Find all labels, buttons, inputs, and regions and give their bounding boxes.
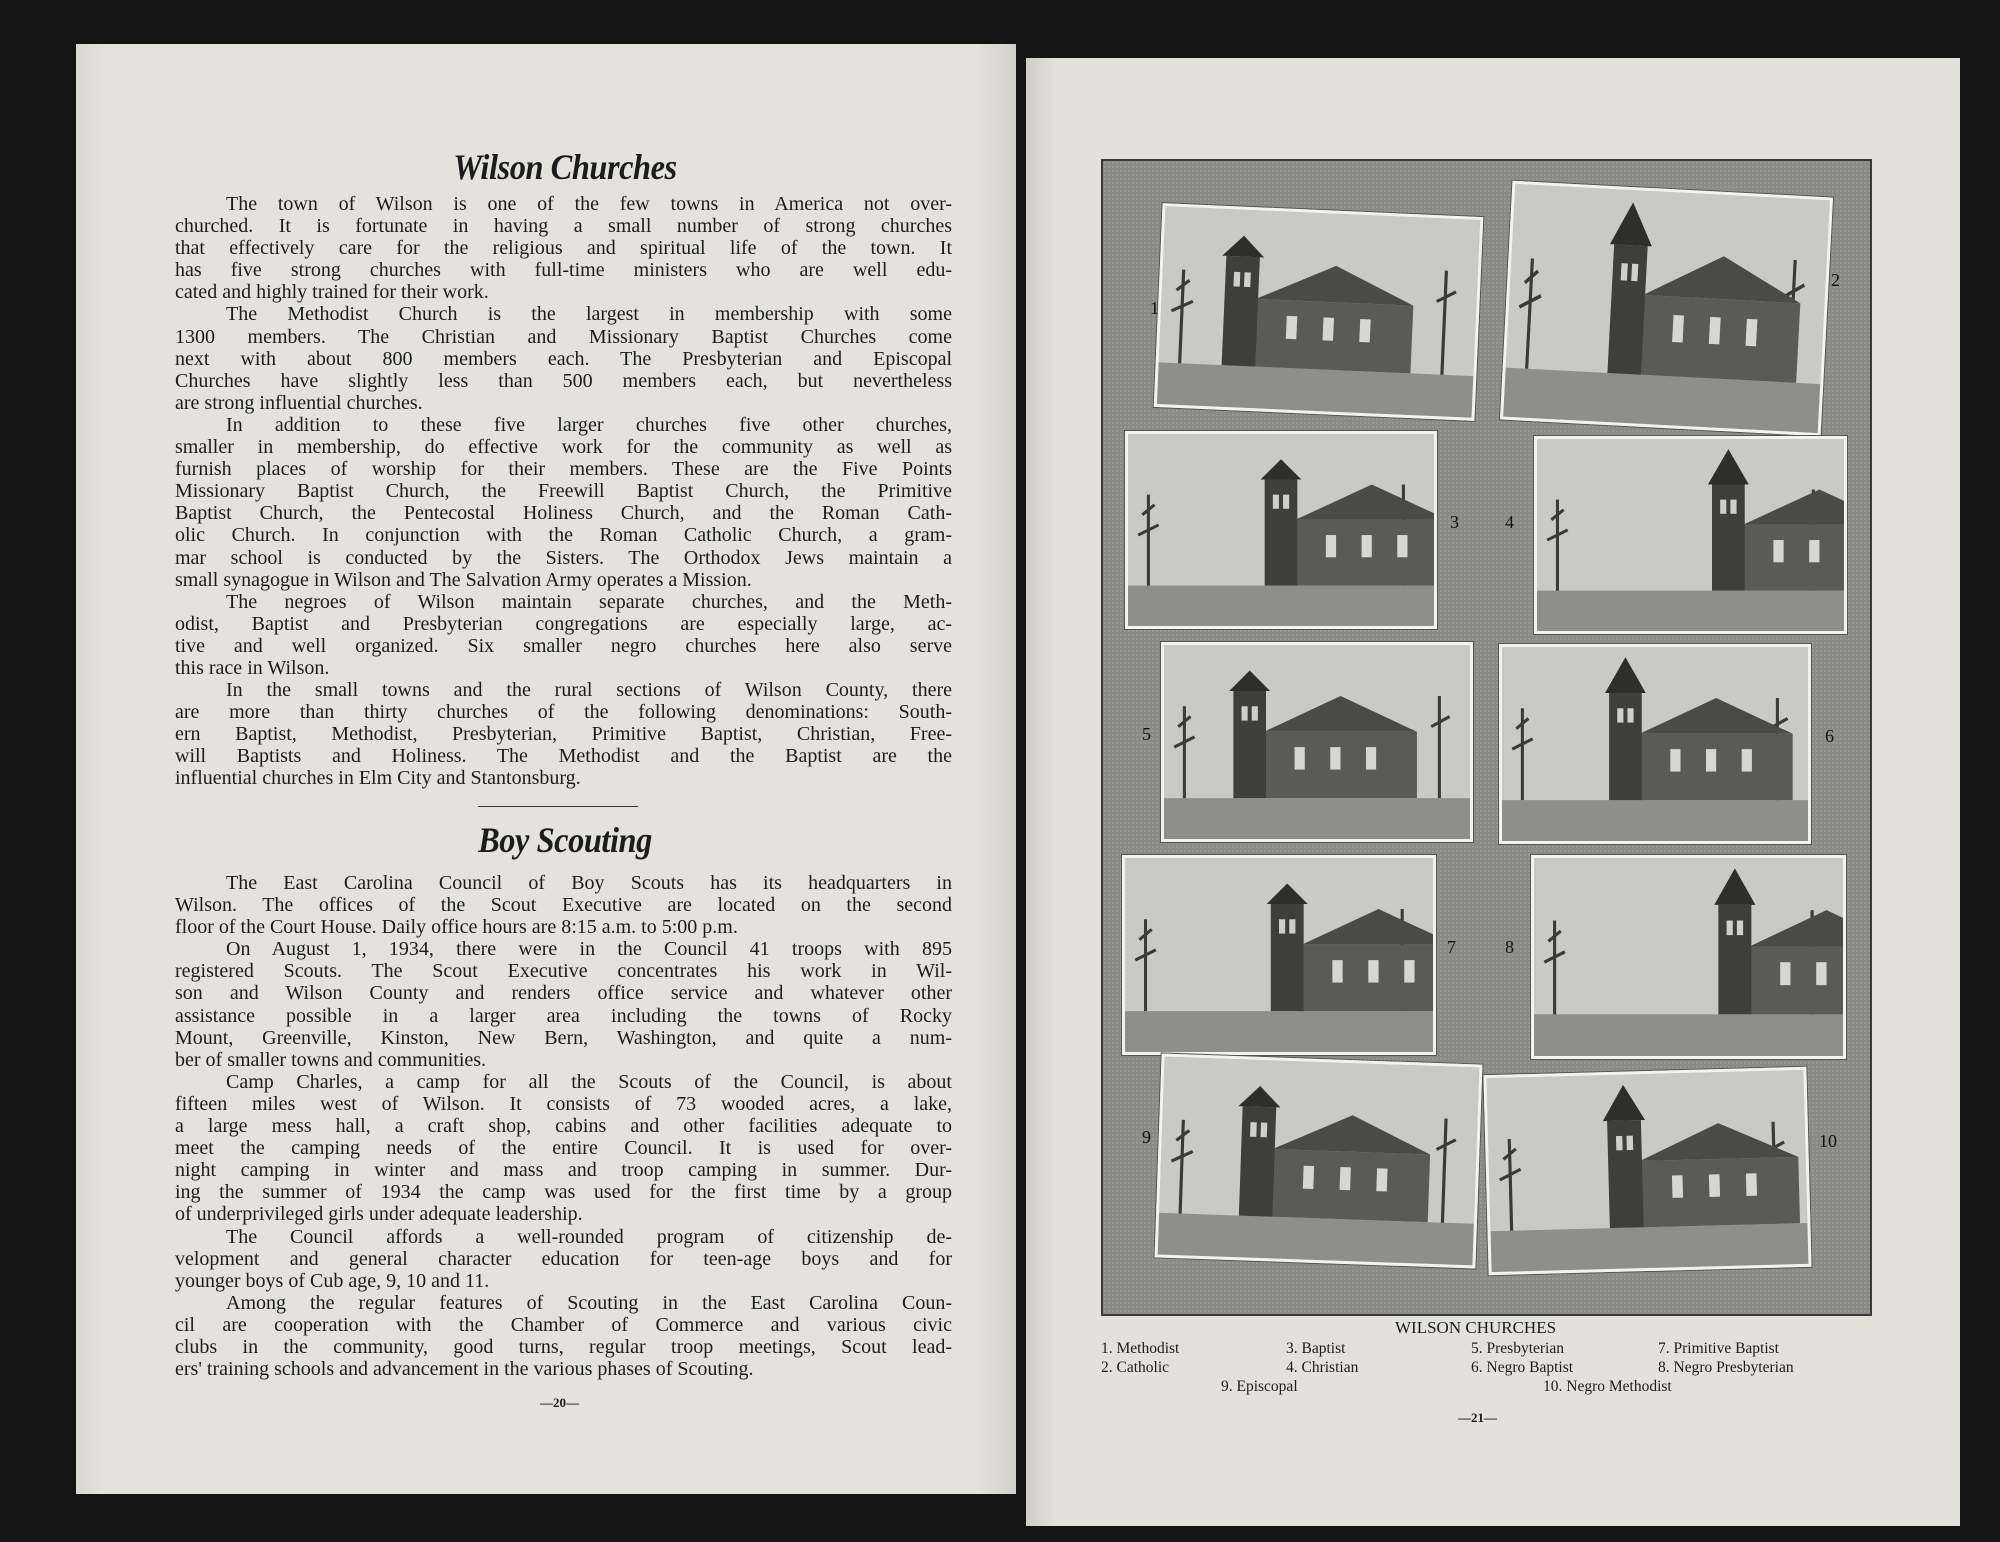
scouting-article (175, 872, 952, 1380)
text-line: Wilson. The offices of the Scout Executive are located on the second (175, 894, 952, 917)
text-line: ern Baptist, Methodist, Presbyterian, Primitive Baptist, Christian, Free- (175, 723, 952, 746)
legend-item: 3. Baptist (1286, 1340, 1346, 1357)
church-photo-6 (1499, 644, 1811, 844)
church-photo-1 (1154, 203, 1484, 421)
text-line: fifteen miles west of Wilson. It consists of 73 wooded acres, a lake, (175, 1092, 952, 1115)
text-line: smaller in membership, do effective work for the community as well as (175, 436, 952, 459)
text-line: a large mess hall, a craft shop, cabins and other facilities adequate to (175, 1115, 952, 1138)
legend-item: 4. Christian (1286, 1359, 1359, 1376)
legend-item: 5. Presbyterian (1471, 1340, 1564, 1357)
photo-number-label: 4 (1505, 512, 1514, 532)
photo-number-label: 8 (1505, 937, 1514, 957)
legend-item: 1. Methodist (1101, 1340, 1180, 1357)
church-photo-10 (1483, 1067, 1811, 1275)
text-line: The negroes of Wilson maintain separate churches, and the Meth- (226, 590, 952, 613)
text-line: Missionary Baptist Church, the Freewill Baptist Church, the Primitive (175, 480, 952, 503)
text-line: will Baptists and Holiness. The Methodist and the Baptist are the (175, 745, 952, 768)
photo-number-label: 9 (1142, 1127, 1151, 1147)
wilson-churches-heading: Wilson Churches (453, 147, 677, 187)
text-line: In the small towns and the rural sections of Wilson County, there (226, 679, 952, 702)
text-line: furnish places of worship for their members. These are the Five Points (175, 458, 952, 481)
text-line: cil are cooperation with the Chamber of Commerce and various civic (175, 1313, 952, 1336)
text-line: cated and highly trained for their work. (175, 281, 489, 304)
text-line: next with about 800 members each. The Presbyterian and Episcopal (175, 347, 952, 370)
text-line: ers' training schools and advancement in the various phases of Scouting. (175, 1358, 754, 1381)
church-photo-2 (1500, 181, 1833, 436)
legend-item: 9. Episcopal (1221, 1378, 1298, 1395)
section-divider (478, 806, 638, 807)
photo-number-label: 10 (1819, 1131, 1837, 1151)
text-line: Baptist Church, the Pentecostal Holiness Church, and the Roman Cath- (175, 502, 952, 525)
text-line: Among the regular features of Scouting in the East Carolina Coun- (226, 1291, 952, 1314)
text-line: son and Wilson County and renders office service and whatever other (175, 982, 952, 1005)
text-line: Mount, Greenville, Kinston, New Bern, Washington, and quite a num- (175, 1026, 952, 1049)
text-line: this race in Wilson. (175, 656, 330, 679)
text-line: meet the camping needs of the entire Council. It is used for over- (175, 1137, 952, 1160)
page-number-right: —21— (1458, 1410, 1497, 1425)
photo-number-label: 2 (1831, 270, 1840, 290)
text-line: clubs in the community, good turns, regular troop meetings, Scout lead- (175, 1335, 952, 1358)
church-photo-5 (1161, 642, 1473, 842)
text-line: younger boys of Cub age, 9, 10 and 11. (175, 1269, 490, 1292)
caption-title: WILSON CHURCHES (1395, 1318, 1557, 1337)
text-line: The East Carolina Council of Boy Scouts has its headquarters in (226, 872, 952, 894)
text-line: that effectively care for the religious and spiritual life of the town. It (175, 237, 952, 260)
photo-number-label: 6 (1825, 726, 1834, 746)
text-line: The town of Wilson is one of the few towns in America not over- (226, 193, 952, 215)
photo-number-label: 3 (1450, 512, 1459, 532)
legend-item: 10. Negro Methodist (1543, 1378, 1672, 1395)
photo-number-label: 7 (1447, 937, 1456, 957)
text-line: has five strong churches with full-time ministers who are well edu- (175, 259, 952, 282)
legend-item: 8. Negro Presbyterian (1658, 1359, 1794, 1376)
church-photo-8 (1531, 855, 1846, 1059)
text-line: registered Scouts. The Scout Executive concentrates his work in Wil- (175, 960, 952, 983)
text-line: assistance possible in a larger area including the towns of Rocky (175, 1004, 952, 1027)
text-line: night camping in winter and mass and troop camping in summer. Dur- (175, 1159, 952, 1182)
page-number-left: —20— (540, 1395, 579, 1410)
text-line: Churches have slightly less than 500 members each, but nevertheless (175, 369, 952, 392)
text-line: tive and well organized. Six smaller negro churches here also serve (175, 634, 952, 657)
text-line: ber of smaller towns and communities. (175, 1048, 487, 1071)
photo-number-label: 5 (1142, 724, 1151, 744)
text-line: The Council affords a well-rounded program of citizenship de- (226, 1225, 952, 1248)
church-photo-9 (1155, 1053, 1483, 1268)
boy-scouting-heading: Boy Scouting (478, 820, 652, 860)
text-line: floor of the Court House. Daily office hours are 8:15 a.m. to 5:00 p.m. (175, 916, 738, 939)
text-line: olic Church. In conjunction with the Roman Catholic Church, a gram- (175, 524, 952, 547)
text-line: In addition to these five larger churches five other churches, (226, 413, 952, 436)
text-line: On August 1, 1934, there were in the Council 41 troops with 895 (226, 938, 952, 961)
text-line: are strong influential churches. (175, 391, 423, 414)
text-line: velopment and general character education for teen-age boys and for (175, 1247, 952, 1270)
text-line: 1300 members. The Christian and Missionary Baptist Churches come (175, 325, 952, 348)
text-line: ing the summer of 1934 the camp was used for the first time by a group (175, 1181, 952, 1204)
legend-item: 2. Catholic (1101, 1359, 1170, 1376)
church-photo-3 (1125, 431, 1437, 629)
church-photo-4 (1534, 436, 1847, 634)
text-line: The Methodist Church is the largest in membership with some (226, 303, 952, 326)
text-line: mar school is conducted by the Sisters. The Orthodox Jews maintain a (175, 546, 952, 569)
text-line: are more than thirty churches of the following denominations: South- (175, 701, 952, 724)
photo-number-label: 1 (1150, 298, 1159, 318)
churches-article (175, 193, 952, 790)
legend-item: 7. Primitive Baptist (1658, 1340, 1779, 1357)
text-line: influential churches in Elm City and Stantonsburg. (175, 767, 581, 790)
legend-item: 6. Negro Baptist (1471, 1359, 1574, 1376)
text-line: small synagogue in Wilson and The Salvation Army operates a Mission. (175, 568, 752, 591)
text-line: Camp Charles, a camp for all the Scouts of the Council, is about (226, 1070, 952, 1093)
text-line: odist, Baptist and Presbyterian congregations are especially large, ac- (175, 612, 952, 635)
text-line: churched. It is fortunate in having a small number of strong churches (175, 215, 952, 238)
text-line: of underprivileged girls under adequate leadership. (175, 1203, 583, 1226)
church-photo-7 (1122, 855, 1436, 1055)
